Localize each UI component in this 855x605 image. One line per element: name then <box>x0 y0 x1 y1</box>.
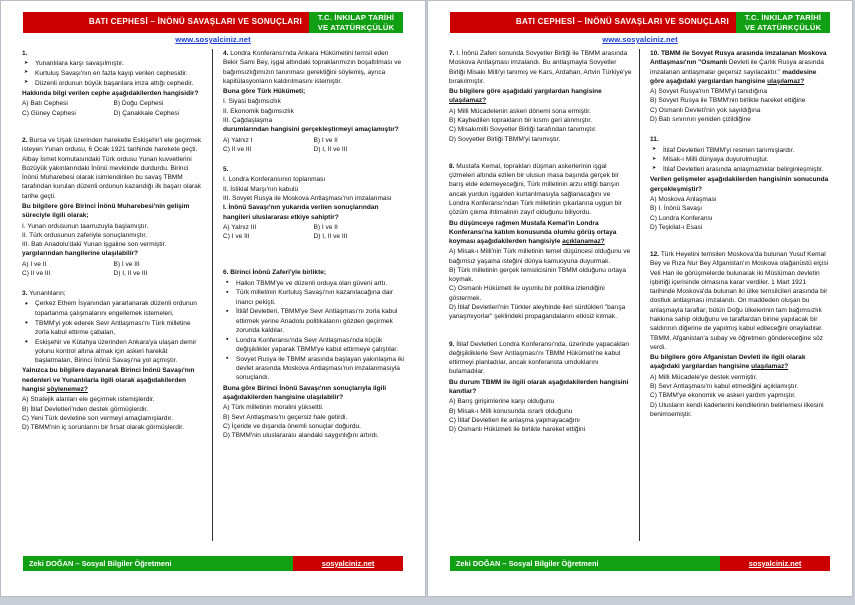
question-9-number: 9. <box>449 340 455 348</box>
page-header-banner <box>450 12 830 33</box>
question-12-number: 12. <box>650 251 660 259</box>
question-9-stem <box>449 340 632 377</box>
question-8-number: 8. <box>449 162 455 170</box>
list-item: ▪ Türk milletinin Kurtuluş Savaşı'nın kazanılacağına dair inancı pekişti. <box>223 288 404 307</box>
option-c[interactable]: C) İçeride ve dışarıda önemli sonuçlar doğurdu. <box>223 422 361 430</box>
question-column-3 <box>442 49 640 541</box>
option-d[interactable]: D) İtilaf Devletleri'nin Türkler aleyhinde ileri sürdükleri "barışa yanaşmıyorlar" şeklindeki propagandalarını etkisiz kılmak. <box>449 304 626 321</box>
list-item: ▪ Halkın TBMM'ye ve düzenli orduya olan güveni arttı. <box>223 279 404 288</box>
list-item: ➤ Misak-ı Milli dünyaya duyurulmuştur. <box>650 155 831 164</box>
option-c[interactable]: C) Yeni Türk devletine son vermeyi amaçlamışlardır. <box>22 414 173 422</box>
spacer <box>449 324 632 340</box>
question-column-1 <box>15 49 213 541</box>
question-9-options <box>449 397 632 434</box>
question-2-roman-1: I. Yunan ordusunun taarruzuyla başlamıştır. <box>22 222 149 230</box>
question-3-options <box>22 395 205 432</box>
header-title: BATI CEPHESİ – İNÖNÜ SAVAŞLARI VE SONUÇLARI <box>450 12 736 33</box>
list-item: ➤ Kurtuluş Savaşı'nın en fazla kayıp verilen cephesidir. <box>22 69 205 78</box>
option-a[interactable]: A) Misak-ı Milli'nin Türk milletinin temel düşüncesi olduğunu ve bağımsız yaşama isteğini dünya kamuoyuna duyurmak. <box>449 248 631 265</box>
list-item: • Çerkez Ethem İsyanından yararlanarak düzenli ordunun toparlanma çalışmalarını engellemek istemeleri, <box>22 299 205 318</box>
question-11-prompt: Verilen gelişmeler aşağıdakilerden hangisinin sonucunda gerçekleşmiştir? <box>650 176 829 193</box>
list-item: ➤ İtilaf Devletleri TBMM'yi resmen tanımışlardır. <box>650 146 831 155</box>
question-4-roman-1: I. Siyasi bağımsızlık <box>223 98 281 106</box>
footer-site[interactable]: sosyalciniz.net <box>293 556 403 571</box>
question-5 <box>223 165 404 241</box>
spacer <box>223 243 404 259</box>
question-6-text: Birinci İnönü Zaferi'yle birlikte; <box>230 269 327 277</box>
question-7-prompt-underlined: ulaşılamaz? <box>449 97 487 105</box>
header-subject-line2: VE ATATÜRKÇÜLÜK <box>744 22 822 32</box>
question-11-number: 11. <box>650 136 659 144</box>
question-7-prompt <box>449 87 632 106</box>
question-6-options <box>223 403 404 440</box>
question-8 <box>449 162 632 322</box>
question-6-prompt: Buna göre Birinci İnönü Savaşı'nın sonuçlarıyla ilgili aşağıdakilerden hangisine ulaşılabilir? <box>223 384 387 401</box>
question-10-prompt-underlined: ulaşılamaz? <box>767 77 805 85</box>
question-5-roman-1: I. Londra Konferansının toplanması <box>223 176 326 184</box>
question-3-bullets <box>22 299 205 365</box>
option-b[interactable]: B) Misak-ı Milli konusunda ısrarlı olduğunu <box>449 407 573 415</box>
option-b[interactable]: B) Sovyet Rusya ile TBMM'nin birlikte hareket ettiğine <box>650 97 806 105</box>
question-2-stem <box>22 136 205 201</box>
question-10-number: 10. <box>650 50 660 57</box>
option-c[interactable]: C) Osmanlı Hükümeti ile uyumlu bir politika izlendiğini göstermek. <box>449 285 605 302</box>
question-1-number: 1. <box>22 50 28 57</box>
question-11 <box>650 135 831 232</box>
question-12-prompt-text: Bu bilgilere göre Afganistan Devleti ile ilgili olarak aşağıdaki yargılardan hangisine <box>650 354 806 371</box>
question-2 <box>22 136 205 278</box>
header-subject-line2: VE ATATÜRKÇÜLÜK <box>317 22 395 32</box>
spacer <box>449 146 632 162</box>
question-4-prompt2: durumlarından hangisini gerçekleştirmeyi amaçlamıştır? <box>223 126 399 134</box>
question-7-stem <box>449 49 632 86</box>
option-a[interactable]: A) Stratejik alanları ele geçirmek istemişlerdir. <box>22 396 155 404</box>
header-subject <box>736 12 830 33</box>
question-2-roman-3: III. Batı Anadolu'daki Yunan işgaline son vermiştir. <box>22 241 167 249</box>
spacer <box>650 126 831 135</box>
option-c[interactable]: C) Misakımilli Sovyetler Birliği tarafından tanımıştır. <box>449 126 597 134</box>
footer-site[interactable]: sosyalciniz.net <box>720 556 830 571</box>
list-item: ▪ Londra Konferansı'nda Sevr Antlaşması'nda küçük değişiklikler yaparak TBMM'ye kabul ettirmeye çalıştılar. <box>223 336 404 355</box>
question-10 <box>650 49 831 124</box>
question-9-text: İtilaf Devletleri Londra Konferansı'nda, üzerinde yapacakları değişikliklerle Sevr Antlaşması'nı TBMM Hükümeti'ne kabul ettirmeyi planladılar, ancak konferansta umduklarını bulamadılar. <box>449 340 630 376</box>
option-d[interactable]: D) Sovyetler Birliği TBMM'yi tanımıştır. <box>449 135 561 143</box>
question-10-text-normal: Devleti ile Çarlık Rusya arasında imzalanan antlaşmalar geçersiz sayılacaktır." <box>650 59 824 76</box>
option-c[interactable]: C) TBMM'ye ekonomik ve askeri yardım yapmıştır. <box>650 392 796 400</box>
option-a[interactable]: A) Sovyet Rusya'nın TBMM'yi tanıdığına <box>650 88 767 96</box>
option-a[interactable]: A) Yalnız I <box>223 136 253 144</box>
question-5-options <box>223 223 404 242</box>
option-a[interactable]: A) Moskova Anlaşması <box>650 195 717 203</box>
question-3-prompt <box>22 366 205 394</box>
question-5-roman-2: II. İstiklal Marşı'nın kabulü <box>223 185 299 193</box>
question-12-prompt <box>650 353 831 372</box>
option-d[interactable]: D) I, II ve III <box>113 269 148 277</box>
option-d[interactable]: D) TBMM'nin uluslararası alandaki saygınlığını artırdı. <box>223 432 379 440</box>
spacer <box>22 120 205 136</box>
question-4-roman-3: III. Çağdaşlaşma <box>223 116 273 124</box>
question-3-prompt-underlined: söylenemez? <box>46 386 88 393</box>
question-3-text: Yunanlıların; <box>29 290 66 298</box>
footer-author: Zeki DOĞAN – Sosyal Bilgiler Öğretmeni <box>450 556 720 571</box>
question-2-number: 2. <box>22 136 28 144</box>
option-c[interactable]: C) II ve III <box>22 269 51 277</box>
question-8-stem <box>449 162 632 218</box>
question-8-text: Mustafa Kemal, toprakları düşman askerlerinin işgal çizmeleri altında ezilen bir ulusun masa başında gerçek bir barış elde edemeyeceğini, Türk milletinin arzu ettiği barışın ancak yurdun işgalden kurtarılmasıyla sağlanacağını ve Londra Konferansı'ndan Türk milletinin çıkarlarına uygun bir çözüm çıkma ihtimalinin zayıf olduğunu biliyordu. <box>449 162 622 217</box>
question-4-roman-2: II. Ekonomik bağımsızlık <box>223 107 294 115</box>
list-item: ➤ Yunanlılara karşı savaşılmıştır. <box>22 59 205 68</box>
question-4-prompt: Buna göre Türk Hükümeti; <box>223 88 306 96</box>
option-c[interactable]: C) II ve III <box>223 145 252 153</box>
question-6-stem <box>223 268 404 277</box>
list-item: ▪ İtilâf Devletleri, TBMM'ye Sevr Antlaşması'nı zorla kabul ettirmek yerine Anadolu politikalarını gözden geçirmek zorunda kaldılar. <box>223 307 404 335</box>
option-d[interactable]: D) I, II ve III <box>313 233 348 241</box>
header-subject <box>309 12 403 33</box>
question-3-number: 3. <box>22 290 28 298</box>
option-d[interactable]: D) Teşkilat-ı Esasi <box>650 223 703 231</box>
option-b[interactable]: B) I ve III <box>113 260 140 268</box>
worksheet-page-right <box>427 0 853 597</box>
question-1-bullets <box>22 59 205 88</box>
option-c[interactable]: C) İtilaf Devletleri ile anlaşma yapmayacağını <box>449 416 580 424</box>
question-columns <box>15 49 411 541</box>
question-10-text-bold2: maddesine göre aşağıdaki yargılardan hangisine <box>650 68 817 85</box>
question-columns <box>442 49 838 541</box>
spacer <box>650 234 831 250</box>
option-b[interactable]: B) I ve II <box>313 136 338 144</box>
question-11-bullets <box>650 146 831 175</box>
page-header-banner <box>23 12 403 33</box>
list-item: • TBMM'yi yok ederek Sevr Antlaşması'nı Türk milletine zorla kabul ettirme çabaları, <box>22 319 205 338</box>
worksheet-page-left <box>0 0 426 597</box>
question-12-options <box>650 373 831 419</box>
question-7-options <box>449 107 632 144</box>
question-4-text: Londra Konferansı'nda Ankara Hükümetini temsil eden Bekir Sami Bey, işgal altındaki topraklarımızın boşaltılması ve bağımsızlığımızın tanınması gerektiğini söylemiş, ayrıca kapitülasyonların kaldırılmasını istemiştir. <box>223 50 402 85</box>
question-2-options <box>22 260 205 279</box>
option-b[interactable]: B) Doğu Cephesi <box>113 100 164 108</box>
question-5-prompt: I. İnönü Savaşı'nın yukarıda verilen sonuçlarından hangileri uluslararası etkiye sahiptir? <box>223 204 379 221</box>
option-d[interactable]: D) TBMM'nin iç sorunlarını bir fırsat olarak görmüşlerdir. <box>22 424 184 432</box>
question-2-roman-2: II. Türk ordusunun zaferiyle sonuçlanmıştır. <box>22 231 148 239</box>
question-3 <box>22 289 205 432</box>
question-7-prompt-text: Bu bilgilere göre aşağıdaki yargılardan hangisine <box>449 88 602 96</box>
question-2-prompt2: yargılarından hangilerine ulaşılabilir? <box>22 250 139 258</box>
question-10-stem <box>650 49 831 86</box>
question-3-prompt-text: Yalnızca bu bilgilere dayanarak Birinci İnönü Savaşı'nın nedenleri ve Yunanlılarla ilgili olarak aşağıdakilerden hangisi <box>22 367 195 393</box>
question-8-prompt <box>449 219 632 247</box>
option-c[interactable]: C) Osmanlı Devleti'nin yok sayıldığına <box>650 106 761 114</box>
question-8-options <box>449 247 632 321</box>
option-b[interactable]: B) İtilaf Devletleri'nden destek görmüşlerdir. <box>22 405 149 413</box>
option-d[interactable]: D) Ulusların kendi kaderlerini kendilerinin belirlemesi ilkesini benimsemiştir. <box>650 401 824 418</box>
question-9-prompt: Bu durum TBMM ile ilgili olarak aşağıdakilerden hangisini kanıtlar? <box>449 378 629 395</box>
question-4-stem <box>223 49 404 86</box>
question-1 <box>22 49 205 118</box>
header-subject-line1: T.C. İNKILAP TARİHİ <box>744 13 822 23</box>
question-10-options <box>650 87 831 124</box>
option-b[interactable]: B) I ve II <box>313 223 338 231</box>
option-a[interactable]: A) Milli Mücadelenin askeri dönemi sona ermiştir. <box>449 107 591 115</box>
header-title: BATI CEPHESİ – İNÖNÜ SAVAŞLARI VE SONUÇLARI <box>23 12 309 33</box>
option-c[interactable]: C) I ve III <box>223 233 250 241</box>
question-1-options <box>22 99 205 118</box>
option-a[interactable]: A) I ve II <box>22 260 47 268</box>
question-8-prompt-underlined: açıklanamaz? <box>562 238 605 246</box>
question-7 <box>449 49 632 144</box>
question-7-text: I. İnönü Zaferi sonunda Sovyetler Birliği ile TBMM arasında Moskova Antlaşması imzalandı. Bu antlaşmayla Sovyetler Birliği Misakı Milli'yi tanımış ve Kars, Ardahan, Artvin Türkiye'ye bırakılmıştır. <box>449 50 632 85</box>
question-11-options <box>650 195 831 232</box>
header-site-url[interactable]: www.sosyalciniz.net <box>175 35 251 44</box>
question-10-text-bold1: TBMM ile Sovyet Rusya arasında imzalanan Moskova Antlaşması'nın "Osmanlı <box>650 50 827 67</box>
page-footer-right <box>450 556 830 571</box>
question-7-number: 7. <box>449 50 455 57</box>
question-1-prompt: Hakkında bilgi verilen cephe aşağıdakilerden hangisidir? <box>22 90 199 98</box>
list-item: ➤ Düzenli ordunun büyük başarılara imza attığı cephedir. <box>22 79 205 88</box>
footer-author: Zeki DOĞAN – Sosyal Bilgiler Öğretmeni <box>23 556 293 571</box>
list-item: • Eskişehir ve Kütahya üzerinden Ankara'ya ulaşan demir yolunu kontrol altına almak için askeri harekât başlatmaları, Birinci İnönü Savaşı'na yol açmıştır. <box>22 338 205 366</box>
option-d[interactable]: D) Çanakkale Cephesi <box>113 109 180 117</box>
question-12-stem <box>650 250 831 352</box>
question-5-number: 5. <box>223 166 229 174</box>
question-6-number: 6. <box>223 269 229 277</box>
option-a[interactable]: A) Türk milletinin moralini yükseltti. <box>223 404 324 412</box>
header-site-url[interactable]: www.sosyalciniz.net <box>602 35 678 44</box>
question-12 <box>650 250 831 419</box>
question-12-prompt-underlined: ulaşılamaz? <box>751 363 789 371</box>
list-item: ➤ İtilaf Devletleri arasında anlaşmazlıklar belirginleşmiştir. <box>650 165 831 174</box>
question-8-prompt-text: Bu düşünceye rağmen Mustafa Kemal'in Londra Konferansı'na katılım konusunda olumlu görüş ortaya koyması aşağıdakilerden hangisiyle <box>449 219 617 246</box>
option-a[interactable]: A) Barış girişimlerine karşı olduğunu <box>449 398 555 406</box>
list-item: ▪ Sovyet Rusya ile TBMM arasında başlayan yakınlaşma iki devlet arasında Moskova Antlaşması'nın imzalanmasıyla sonuçlandı. <box>223 355 404 383</box>
option-c[interactable]: C) Güney Cephesi <box>22 109 76 117</box>
option-b[interactable]: B) Türk milletinin gerçek temsilcisinin TBMM olduğunu ortaya koymak. <box>449 266 626 284</box>
page-footer-left <box>23 556 403 571</box>
spacer <box>223 156 404 165</box>
header-subject-line1: T.C. İNKILAP TARİHİ <box>317 13 395 23</box>
option-b[interactable]: B) I. İnönü Savaşı <box>650 205 703 213</box>
question-9 <box>449 340 632 435</box>
question-column-2 <box>213 49 411 541</box>
option-d[interactable]: D) I, II ve III <box>313 145 348 153</box>
spacer <box>223 259 404 268</box>
option-b[interactable]: B) Kaybedilen toprakların bir kısmı geri alınmıştır. <box>449 116 592 124</box>
question-column-4 <box>640 49 838 541</box>
question-5-roman-3: III. Sovyet Rusya ile Moskova Antlaşması'nın imzalanması <box>223 194 392 202</box>
question-4 <box>223 49 404 154</box>
option-b[interactable]: B) Sevr Antlaşması'nı geçersiz hale getirdi. <box>223 413 348 421</box>
question-12-text: Türk Heyetini temsilen Moskova'da bulunan Yusuf Kemal Bey ve Rıza Nur Bey Afganistan'ın Moskova olağanüstü elçisi Veli Han ile görüşmelerde bulunarak iki Müslüman devletin işbirliği içerisinde olmasına karar verdiler. 1 Mart 1921 tarihinde Moskova'da bulunan iki ülke temsilcileri arasında bir dostluk antlaşması imzalandı. On maddeden oluşan bu anlaşmayla taraflar; bütün Doğu ülkelerinin tam bağımsızlık hakkına sahip olduğunu ve taraflardan birine yapılacak bir saldırının diğerine de yapılmış kabul edileceğini onayladılar. TBMM, Afganistan'a subay ve öğretmen göndereceğine söz verdi. <box>650 251 829 351</box>
option-d[interactable]: D) Osmanlı Hükümeti ile birlikte hareket ettiğini <box>449 426 586 434</box>
option-a[interactable]: A) Batı Cephesi <box>22 100 68 108</box>
question-2-text: Bursa ve Uşak üzerinden hareketle Eskişehir'i ele geçirmek isteyen Yunan ordusu, 6 Ocak 1921 tarihinde harekete geçti. Albay İsmet komutasındaki Türk ordusu Yunan kuvvetlerini Bozüyük yakınlarındaki İnönü mevkiinde durdurdu. Birinci İnönü Muharebesi olarak isimlendirilen bu savaş TBMM tarafından kurulan düzenli ordunun kazandığı ilk başarı olarak tarihe geçti. <box>22 136 202 200</box>
question-6-bullets <box>223 279 404 383</box>
question-2-prompt: Bu bilgilere göre Birinci İnönü Muharebesi'nin gelişim süreciyle ilgili olarak; <box>22 202 190 220</box>
option-a[interactable]: A) Yalnız III <box>223 223 257 231</box>
option-c[interactable]: C) Londra Konferansı <box>650 214 713 222</box>
option-b[interactable]: B) Sevr Antlaşması'nı kabul etmediğini açıklamıştır. <box>650 383 799 390</box>
question-6 <box>223 268 404 440</box>
question-3-stem <box>22 289 205 298</box>
question-4-number: 4. <box>223 50 229 57</box>
spacer <box>22 280 205 289</box>
option-d[interactable]: D) Batı sınırının yeniden çizildiğine <box>650 115 751 123</box>
question-4-options <box>223 136 404 155</box>
option-a[interactable]: A) Milli Mücadele'ye destek vermiştir. <box>650 373 758 381</box>
